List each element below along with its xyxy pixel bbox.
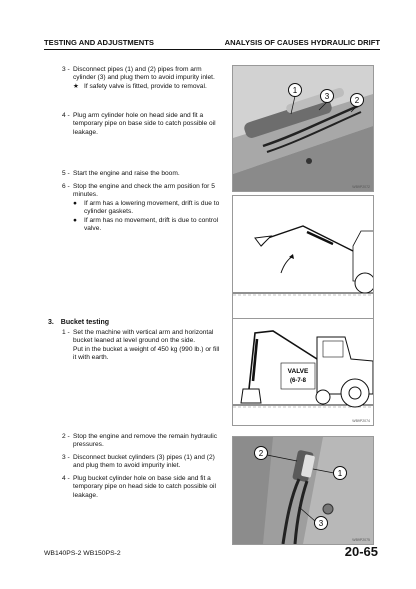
step-bucket-3: 3 - Disconnect bucket cylinders (3) pipes (1) and (2) and plug them to avoid impurity inlet. <box>62 454 224 471</box>
callout-1: 1 <box>337 469 343 478</box>
figure-arm-drift <box>232 195 374 330</box>
callout-1: 1 <box>292 86 298 95</box>
header-right: ANALYSIS OF CAUSES HYDRAULIC DRIFT <box>224 38 380 47</box>
step-text: Plug arm cylinder hole on head side and fit a temporary pipe on base side to catch possible oil leakage. <box>73 112 216 136</box>
step-note: ★ If safety valve is fitted, provide to removal. <box>73 82 207 90</box>
step-3: 3 - Disconnect pipes (1) and (2) pipes from arm cylinder (3) and plug them to avoid impurity inlet. ★ If safety valve is fitted, provide to removal. <box>62 66 224 91</box>
section-heading: 3. Bucket testing <box>48 319 110 326</box>
step-4: 4 - Plug arm cylinder hole on head side and fit a temporary pipe on base side to catch possible oil leakage. <box>62 112 224 137</box>
step-text: Plug bucket cylinder hole on base side and fit a temporary pipe on head side to catch possible oil leakage. <box>73 475 216 499</box>
step-text: Disconnect pipes (1) and (2) pipes from arm cylinder (3) and plug them to avoid impurity inlet. <box>73 66 215 82</box>
figure-id: WB9P2072 <box>352 185 370 189</box>
step-text: Disconnect bucket cylinders (3) pipes (1) and (2) and plug them to avoid impurity inlet. <box>73 454 215 470</box>
step-bucket-4: 4 - Plug bucket cylinder hole on base side and fit a temporary pipe on head side to catch possible oil leakage. <box>62 475 224 500</box>
figure-arm-cylinder <box>232 65 374 192</box>
step-note: ● If arm has a lowering movement, drift is due to cylinder gaskets. <box>73 199 220 216</box>
step-5: 5 - Start the engine and raise the boom. <box>62 170 224 178</box>
callout-3: 3 <box>324 92 330 101</box>
step-note: ● If arm has no movement, drift is due to control valve. <box>73 216 219 233</box>
callout-2: 2 <box>354 96 360 105</box>
callout-2: 2 <box>258 449 264 458</box>
step-text: Stop the engine and remove the remain hydraulic pressures. <box>73 433 218 449</box>
figure-id: WB9P2075 <box>352 538 370 542</box>
step-text: Start the engine and raise the boom. <box>73 170 180 177</box>
step-bucket-1: 1 - Set the machine with vertical arm and horizontal bucket leaned at level ground on the side. Put in the bucket a weight of 450 kg (990 lb.) or fill it with earth. <box>62 329 224 363</box>
valve-sub: (6-7-8 <box>289 378 307 384</box>
header-left: TESTING AND ADJUSTMENTS <box>44 38 154 47</box>
callout-3: 3 <box>318 519 324 528</box>
step-bucket-2: 2 - Stop the engine and remove the remain hydraulic pressures. <box>62 433 224 450</box>
figure-bucket-test <box>232 318 374 426</box>
step-text: Stop the engine and check the arm position for 5 minutes. <box>73 183 215 199</box>
figure-id: WB9P2074 <box>352 419 370 423</box>
step-text: Set the machine with vertical arm and horizontal bucket leaned at level ground on the side. <box>73 329 214 345</box>
page-header <box>44 35 380 50</box>
valve-label: VALVE <box>287 368 309 375</box>
step-extra: Put in the bucket a weight of 450 kg (990 lb.) or fill it with earth. <box>73 345 220 362</box>
figure-bucket-cylinder <box>232 436 374 545</box>
footer-models: WB140PS-2 WB150PS-2 <box>44 550 121 557</box>
page-number: 20-65 <box>344 544 378 559</box>
step-6: 6 - Stop the engine and check the arm position for 5 minutes. ● If arm has a lowering movement, drift is due to cylinder gaskets. ● If arm has no movement, drift is due to control valve. <box>62 183 224 233</box>
